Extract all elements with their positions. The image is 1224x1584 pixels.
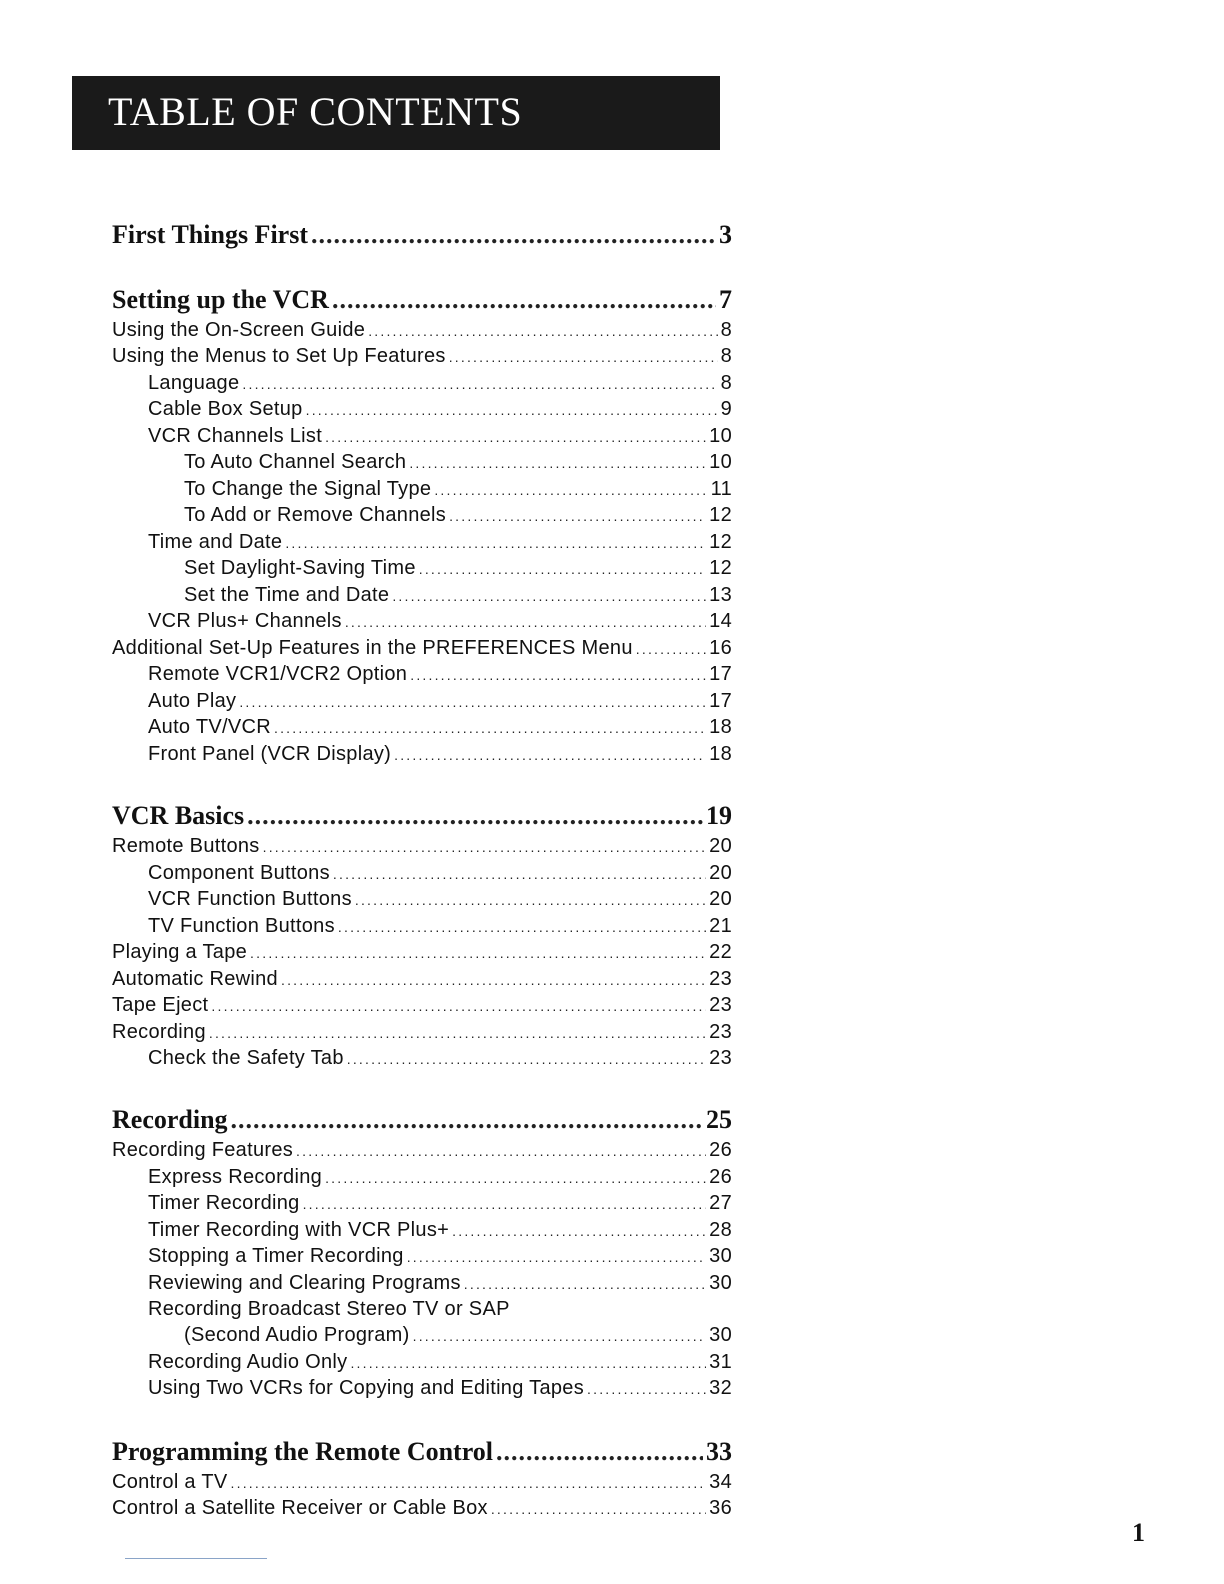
toc-entry[interactable] [112,992,732,1018]
toc-entry[interactable] [112,555,732,581]
dot-leader [392,582,706,609]
toc-section-programming-the-remote-control[interactable] [112,1435,732,1469]
entry-label: Set Daylight-Saving Time [184,557,416,579]
entry-page: 36 [709,1497,732,1519]
entry-label: Auto TV/VCR [148,716,271,738]
toc-entry[interactable] [112,1019,732,1045]
section-title: Setting up the VCR [112,285,329,314]
toc-entry[interactable] [112,370,732,396]
toc-section-vcr-basics[interactable] [112,799,732,833]
dot-leader [242,370,717,397]
entry-label: TV Function Buttons [148,915,335,937]
entry-page: 23 [709,994,732,1016]
dot-leader [350,1349,706,1376]
dot-leader [409,449,706,476]
entry-label: VCR Channels List [148,425,323,447]
entry-page: 8 [720,372,732,394]
dot-leader [325,423,706,450]
entry-page: 12 [709,557,732,579]
toc-section-first-things-first[interactable] [112,218,732,252]
entry-page: 20 [709,888,732,910]
toc-entry[interactable] [112,1243,732,1269]
toc-entry[interactable] [112,1375,732,1401]
entry-page: 20 [709,862,732,884]
toc-entry[interactable] [112,1164,732,1190]
entry-page: 23 [709,968,732,990]
toc-entry[interactable] [112,529,732,555]
toc-entry[interactable] [112,833,732,859]
entry-page: 30 [709,1272,732,1294]
entry-label: Set the Time and Date [184,584,390,606]
toc-entry[interactable] [112,1137,732,1163]
toc-section-setting-up-the-vcr[interactable] [112,283,732,317]
section-title: Recording [112,1105,228,1134]
entry-label: Remote Buttons [112,835,260,857]
dot-leader [250,939,706,966]
entry-label: VCR Function Buttons [148,888,352,910]
entry-page: 23 [709,1047,732,1069]
section-title: First Things First [112,220,308,249]
entry-label: Control a Satellite Receiver or Cable Box [112,1497,488,1519]
dot-leader [449,502,706,529]
entry-page: 18 [709,716,732,738]
section-page: 3 [719,220,732,249]
dot-leader [333,860,706,887]
entry-page: 12 [709,531,732,553]
entry-label: Reviewing and Clearing Programs [148,1272,461,1294]
toc-entry[interactable] [112,476,732,502]
entry-page: 20 [709,835,732,857]
dot-leader [231,1469,707,1496]
toc-entry[interactable] [112,343,732,369]
entry-page: 31 [709,1351,732,1373]
entry-page: 12 [709,504,732,526]
dot-leader [410,661,706,688]
entry-page: 14 [709,610,732,632]
entry-label: Recording Audio Only [148,1351,348,1373]
dot-leader [239,688,706,715]
toc-entry[interactable] [112,608,732,634]
section-page: 19 [706,801,732,830]
entry-label: Recording [112,1021,206,1043]
entry-label: (Second Audio Program) [184,1324,410,1346]
dot-leader [209,1019,706,1046]
entry-label: Check the Safety Tab [148,1047,344,1069]
toc-entry[interactable] [112,423,732,449]
entry-label: Tape Eject [112,994,209,1016]
entry-label: Playing a Tape [112,941,248,963]
toc-entry[interactable] [112,635,732,661]
dot-leader [491,1495,706,1522]
entry-label: Front Panel (VCR Display) [148,743,392,765]
entry-page: 30 [709,1245,732,1267]
section-title: Programming the Remote Control [112,1437,494,1466]
toc-entry[interactable] [112,1190,732,1216]
entry-label: To Auto Channel Search [184,451,407,473]
toc-entry[interactable] [112,860,732,886]
entry-page: 27 [709,1192,732,1214]
dot-leader [263,833,707,860]
toc-section-recording[interactable] [112,1103,732,1137]
toc-entry-label-line1[interactable]: Recording Broadcast Stereo TV or SAP [148,1298,510,1320]
toc-entry[interactable] [112,966,732,992]
toc-entry[interactable] [112,502,732,528]
entry-label: VCR Plus+ Channels [148,610,342,632]
entry-page: 8 [720,319,732,341]
toc-title-banner [72,76,720,150]
dot-leader [419,555,706,582]
dot-leader [587,1375,706,1402]
dot-leader [303,1190,707,1217]
toc-entry[interactable] [112,939,732,965]
toc-entry[interactable] [112,886,732,912]
entry-label: Stopping a Timer Recording [148,1245,404,1267]
entry-page: 16 [709,637,732,659]
dot-leader [413,1322,707,1349]
entry-page: 8 [720,345,732,367]
entry-label: To Add or Remove Channels [184,504,447,526]
footer-rule [125,1558,267,1559]
toc-entry[interactable] [112,688,732,714]
entry-page: 30 [709,1324,732,1346]
toc-entry[interactable] [112,1322,732,1348]
entry-label: Time and Date [148,531,283,553]
dot-leader [338,913,706,940]
entry-label: Remote VCR1/VCR2 Option [148,663,408,685]
entry-page: 13 [709,584,732,606]
dot-leader [496,1435,703,1469]
toc-entry[interactable] [112,1349,732,1375]
dot-leader [296,1137,706,1164]
entry-page: 22 [709,941,732,963]
toc-entry[interactable] [112,661,732,687]
dot-leader [449,343,718,370]
entry-page: 28 [709,1219,732,1241]
dot-leader [434,476,707,503]
section-page: 7 [719,285,732,314]
entry-page: 10 [709,451,732,473]
toc-entry[interactable] [112,741,732,767]
entry-page: 17 [709,663,732,685]
toc-entry[interactable] [112,449,732,475]
entry-label: Cable Box Setup [148,398,303,420]
entry-page: 21 [709,915,732,937]
dot-leader [274,714,706,741]
entry-label: Automatic Rewind [112,968,278,990]
dot-leader [394,741,706,768]
entry-page: 23 [709,1021,732,1043]
toc-entry[interactable] [112,396,732,422]
toc-entry[interactable] [112,1045,732,1071]
dot-leader [281,966,706,993]
toc-entry[interactable] [112,1217,732,1243]
entry-page: 34 [709,1471,732,1493]
entry-page: 10 [709,425,732,447]
dot-leader [407,1243,706,1270]
entry-page: 26 [709,1139,732,1161]
entry-page: 11 [710,478,732,500]
section-page: 33 [706,1437,732,1466]
entry-label: Using the On-Screen Guide [112,319,366,341]
dot-leader [247,799,703,833]
entry-label: Using Two VCRs for Copying and Editing Tapes [148,1377,585,1399]
dot-leader [211,992,706,1019]
dot-leader [355,886,706,913]
entry-label: Recording Features [112,1139,294,1161]
toc-entry[interactable] [112,714,732,740]
entry-page: 9 [720,398,732,420]
toc-entry[interactable] [112,317,732,343]
entry-label: Language [148,372,240,394]
entry-page: 26 [709,1166,732,1188]
entry-label: Using the Menus to Set Up Features [112,345,446,367]
entry-label: Auto Play [148,690,237,712]
section-page: 25 [706,1105,732,1134]
entry-label: Component Buttons [148,862,330,884]
entry-page: 18 [709,743,732,765]
page-title: TABLE OF CONTENTS [108,89,523,134]
section-title: VCR Basics [112,801,245,830]
dot-leader [464,1270,706,1297]
toc-entry[interactable] [112,1495,732,1521]
dot-leader [285,529,706,556]
toc-entry[interactable] [112,582,732,608]
entry-label: Control a TV [112,1471,228,1493]
entry-page: 17 [709,690,732,712]
dot-leader [231,1103,703,1137]
toc-entry[interactable] [112,1270,732,1296]
dot-leader [345,608,706,635]
entry-label: Additional Set-Up Features in the PREFERENCES Menu [112,637,633,659]
dot-leader [347,1045,706,1072]
entry-label: Timer Recording with VCR Plus+ [148,1219,450,1241]
dot-leader [332,283,716,317]
toc-entry[interactable] [112,1469,732,1495]
entry-label: Express Recording [148,1166,323,1188]
dot-leader [325,1164,706,1191]
page-number: 1 [1132,1518,1145,1547]
entry-page: 32 [709,1377,732,1399]
dot-leader [636,635,706,662]
entry-label: To Change the Signal Type [184,478,432,500]
entry-label: Timer Recording [148,1192,300,1214]
dot-leader [306,396,718,423]
toc-entry[interactable] [112,913,732,939]
dot-leader [452,1217,706,1244]
dot-leader [368,317,717,344]
dot-leader [311,218,716,252]
